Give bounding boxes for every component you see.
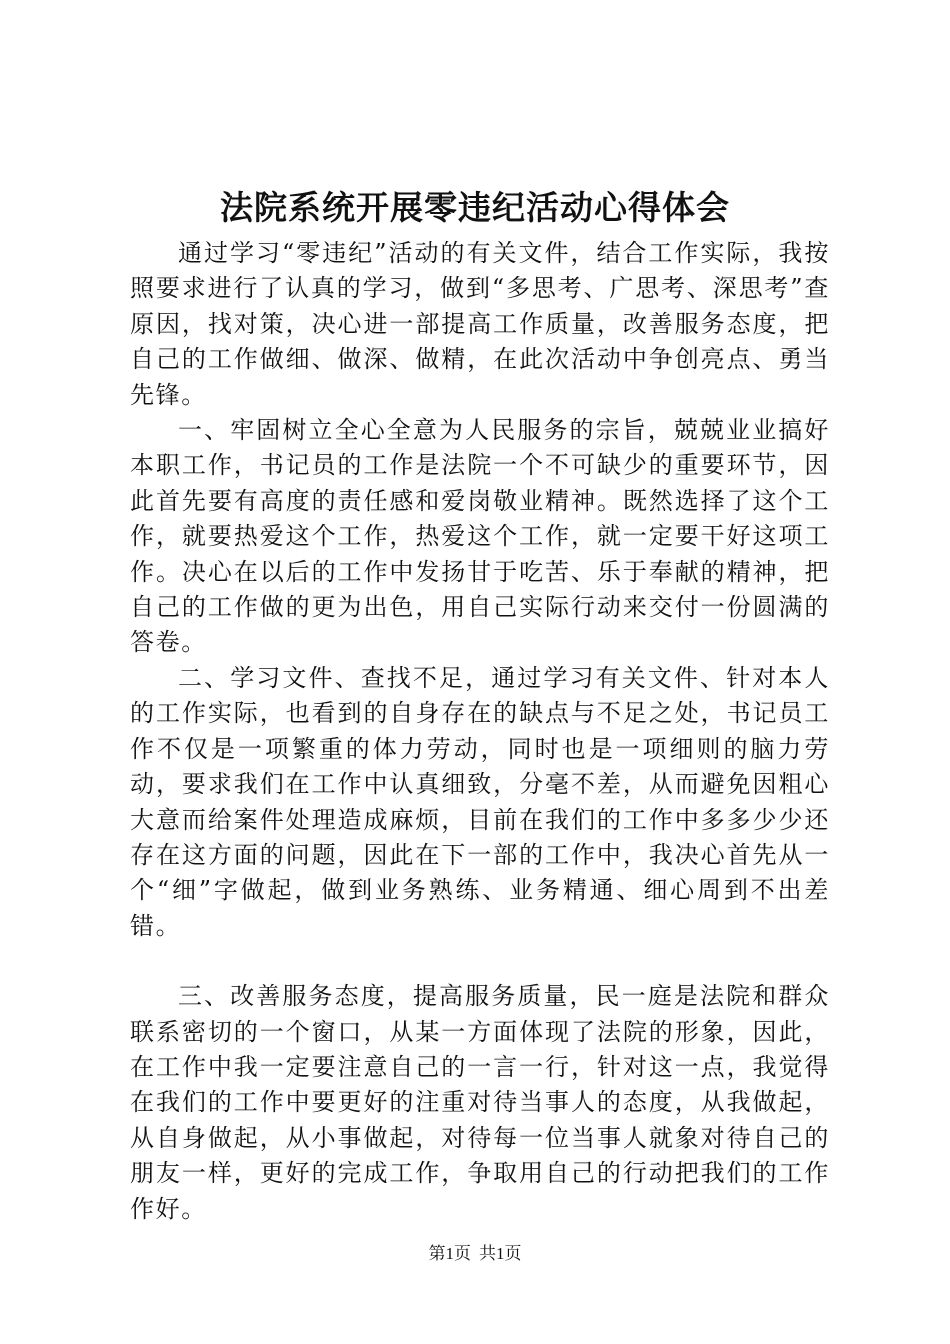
page-number: 第1页	[428, 1244, 471, 1263]
paragraph-section-3: 三、改善服务态度，提高服务质量，民一庭是法院和群众联系密切的一个窗口，从某一方面体现了法院的形象，因此，在工作中我一定要注意自己的一言一行，针对这一点，我觉得在我们的工作中要更好的注重对待当事人的态度，从我做起，从自身做起，从小事做起，对待每一位当事人就象对待自己的朋友一样，更好的完成工作，争取用自己的行动把我们的工作作好。	[130, 982, 830, 1223]
paragraph-section-2: 二、学习文件、查找不足，通过学习有关文件、针对本人的工作实际，也看到的自身存在的缺点与不足之处，书记员工作不仅是一项繁重的体力劳动，同时也是一项细则的脑力劳动，要求我们在工作中认真细致，分毫不差，从而避免因粗心大意而给案件处理造成麻烦，目前在我们的工作中多多少少还存在这方面的问题，因此在下一部的工作中，我决心首先从一个“细”字做起，做到业务熟练、业务精通、细心周到不出差错。	[130, 663, 830, 940]
document-title: 法院系统开展零违纪活动心得体会	[220, 188, 730, 227]
page-footer	[0, 1242, 950, 1266]
page-total: 共1页	[479, 1244, 522, 1263]
paragraph-section-1: 一、牢固树立全心全意为人民服务的宗旨，兢兢业业搞好本职工作，书记员的工作是法院一个不可缺少的重要环节，因此首先要有高度的责任感和爱岗敬业精神。既然选择了这个工作，就要热爱这个工作，热爱这个工作，就一定要干好这项工作。决心在以后的工作中发扬甘于吃苦、乐于奉献的精神，把自己的工作做的更为出色，用自己实际行动来交付一份圆满的答卷。	[130, 416, 830, 657]
document-body	[130, 236, 830, 1227]
paragraph-intro: 通过学习“零违纪”活动的有关文件，结合工作实际，我按照要求进行了认真的学习，做到“多思考、广思考、深思考”查原因，找对策，决心进一部提高工作质量，改善服务态度，把自己的工作做细、做深、做精，在此次活动中争创亮点、勇当先锋。	[130, 239, 830, 409]
